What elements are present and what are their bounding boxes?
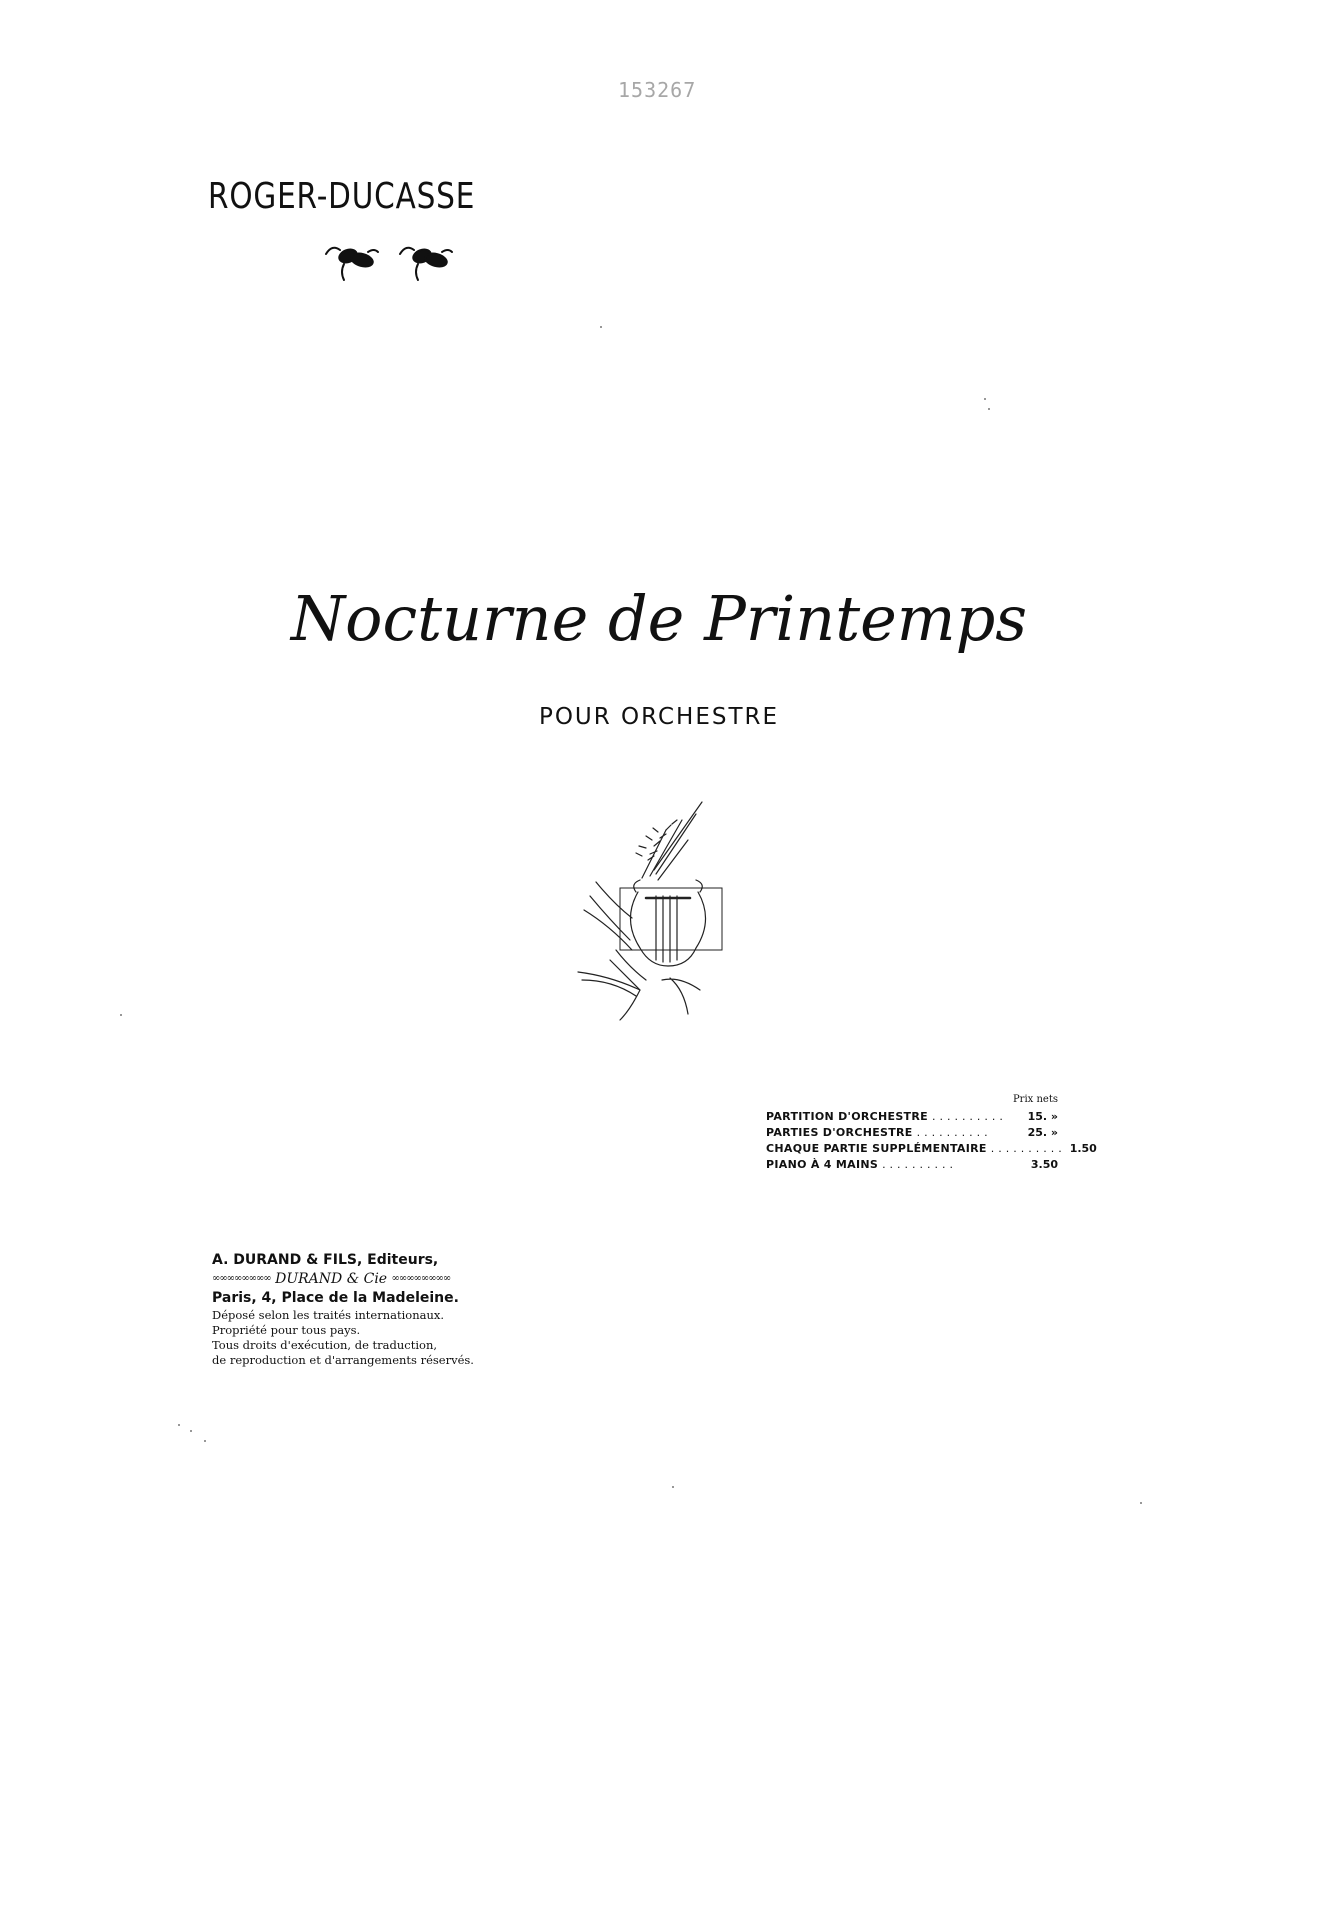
notice-line: Tous droits d'exécution, de traduction, [212, 1338, 438, 1352]
leader-dots: .......... [916, 1126, 992, 1139]
scan-speck [600, 326, 602, 328]
decorative-rule: ∞∞∞∞∞∞∞∞ [391, 1273, 451, 1284]
fleuron-ornament-icon [318, 236, 468, 286]
price-item-value: 25. » [1027, 1126, 1058, 1139]
publisher-block [212, 1250, 474, 1368]
catalog-stamp: 153267 [618, 78, 697, 102]
price-list [766, 1094, 1097, 1173]
publisher-address: Paris, 4, Place de la Madeleine. [212, 1290, 459, 1306]
price-list-header: Prix nets [1012, 1094, 1058, 1105]
price-item-value: 15. » [1027, 1110, 1058, 1123]
price-row [766, 1125, 1058, 1141]
price-item-label: PIANO À 4 MAINS [766, 1158, 879, 1171]
price-item-label: CHAQUE PARTIE SUPPLÉMENTAIRE [766, 1142, 987, 1155]
decorative-rule: ∞∞∞∞∞∞∞∞ [212, 1273, 271, 1284]
publisher-firm: DURAND & Cie [275, 1271, 388, 1287]
price-row [766, 1157, 1058, 1173]
composer-name: ROGER-DUCASSE [208, 176, 476, 217]
scan-speck [672, 1486, 674, 1488]
notice-line: Propriété pour tous pays. [212, 1323, 361, 1337]
scan-speck [178, 1424, 180, 1426]
price-row [766, 1109, 1058, 1125]
scan-speck [120, 1014, 122, 1016]
price-row [766, 1141, 1097, 1157]
leader-dots: .......... [990, 1142, 1066, 1155]
leader-dots: .......... [882, 1158, 958, 1171]
scan-speck [988, 408, 990, 410]
lyre-with-reeds-icon [570, 800, 720, 1020]
price-item-value: 1.50 [1069, 1142, 1097, 1155]
price-item-label: PARTITION D'ORCHESTRE [766, 1110, 928, 1123]
publisher-firm-line [212, 1270, 474, 1288]
scan-speck [190, 1430, 192, 1432]
publisher-name: A. DURAND & FILS, Editeurs, [212, 1252, 439, 1268]
work-subtitle: POUR ORCHESTRE [538, 704, 780, 730]
scan-speck [204, 1440, 206, 1442]
notice-line: de reproduction et d'arrangements réservés. [212, 1353, 474, 1367]
work-title: Nocturne de Printemps [290, 582, 1028, 655]
scan-speck [1140, 1502, 1142, 1504]
leader-dots: .......... [931, 1110, 1007, 1123]
price-item-label: PARTIES D'ORCHESTRE [766, 1126, 913, 1139]
notice-line: Déposé selon les traités internationaux. [212, 1308, 445, 1322]
price-item-value: 3.50 [1030, 1158, 1058, 1171]
scan-speck [984, 398, 986, 400]
